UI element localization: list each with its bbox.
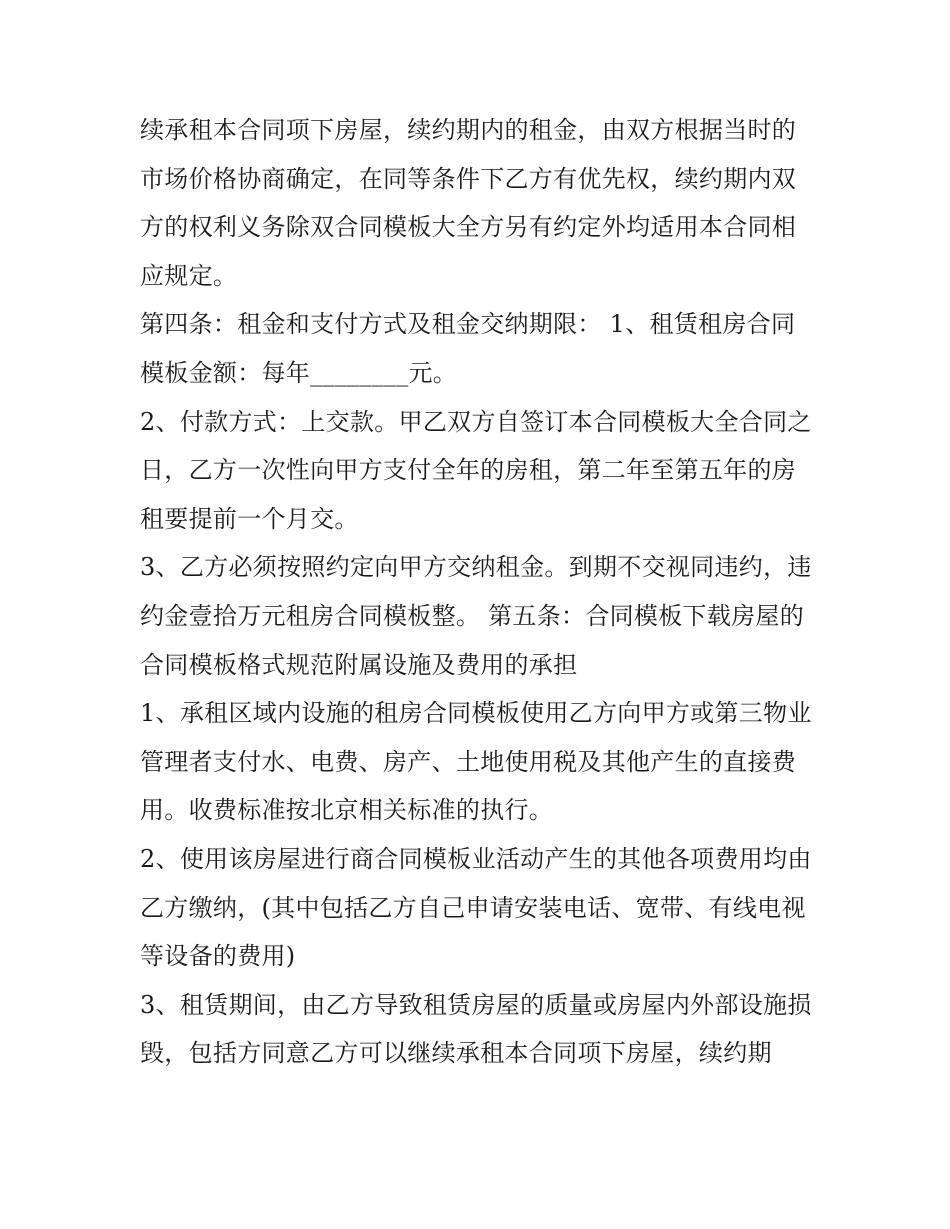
- paragraph-business-costs: 2、使用该房屋进行商合同模板业活动产生的其他各项费用均由乙方缴纳，(其中包括乙方自己申请安装电话、宽带、有线电视等设备的费用): [140, 844, 812, 971]
- paragraph-renewal-terms: 续承租本合同项下房屋，续约期内的租金，由双方根据当时的市场价格协商确定，在同等条件下乙方有优先权，续约期内双方的权利义务除双合同模板大全方另有约定外均适用本合同相应规定。: [140, 116, 797, 290]
- paragraph-payment-method: 2、付款方式：上交款。甲乙双方自签订本合同模板大全合同之日，乙方一次性向甲方支付全年的房租，第二年至第五年的房租要提前一个月交。: [140, 407, 812, 533]
- paragraph-late-payment: 3、乙方必须按照约定向甲方交纳租金。到期不交视同违约，违约金壹拾万元租房合同模板整。 第五条：合同模板下载房屋的合同模板格式规范附属设施及费用的承担: [140, 553, 812, 679]
- document-body: [140, 106, 816, 1078]
- paragraph-facility-costs: 1、承租区域内设施的租房合同模板使用乙方向甲方或第三物业管理者支付水、电费、房产、土地使用税及其他产生的直接费用。收费标准按北京相关标准的执行。: [140, 699, 812, 825]
- paragraph-damage-liability: 3、租赁期间，由乙方导致租赁房屋的质量或房屋内外部设施损毁，包括方同意乙方可以继续承租本合同项下房屋，续约期: [140, 990, 812, 1068]
- paragraph-article-four: 第四条：租金和支付方式及租金交纳期限： 1、租赁租房合同模板金额：每年________元。: [140, 310, 796, 387]
